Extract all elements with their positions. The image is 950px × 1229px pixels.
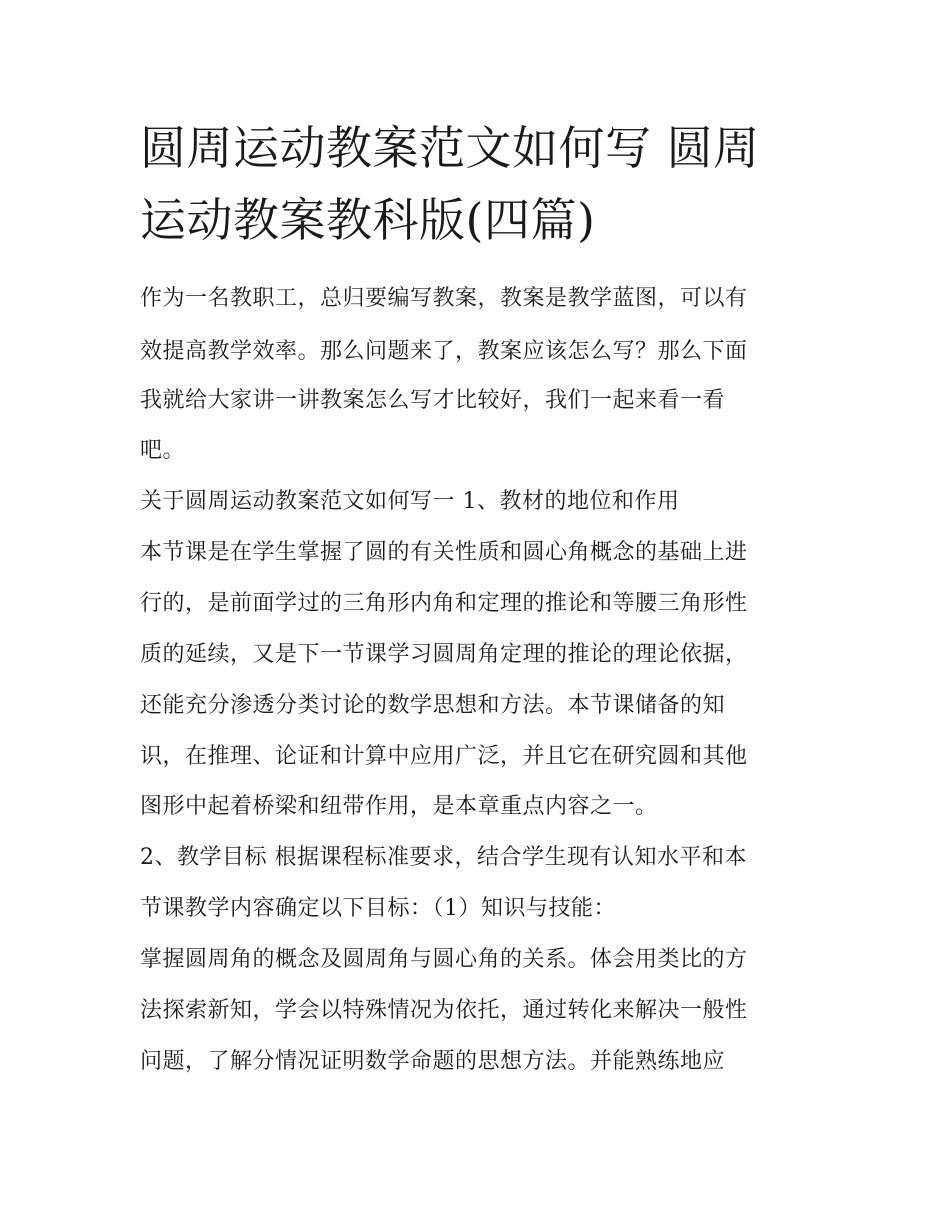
body-line: 还能充分渗透分类讨论的数学思想和方法。本节课储备的知 (140, 693, 726, 718)
body-line: 法探索新知，学会以特殊情况为依托，通过转化来解决一般性 (140, 998, 748, 1023)
document-title (140, 112, 830, 256)
body-line: 掌握圆周角的概念及圆周角与圆心角的关系。体会用类比的方 (140, 947, 748, 972)
body-line: 问题，了解分情况证明数学命题的思想方法。并能熟练地应 (140, 1049, 726, 1074)
body-line: 作为一名教职工，总归要编写教案，教案是教学蓝图，可以有 (140, 286, 748, 311)
body-line: 吧。 (140, 438, 186, 463)
body-line: 我就给大家讲一讲教案怎么写才比较好，我们一起来看一看 (140, 388, 726, 413)
body-line: 节课教学内容确定以下目标：（1）知识与技能： (140, 896, 616, 921)
section-heading: 关于圆周运动教案范文如何写一 1、教材的地位和作用 (140, 489, 680, 514)
body-line: 本节课是在学生掌握了圆的有关性质和圆心角概念的基础上进 (140, 540, 748, 565)
body-line: 图形中起着桥梁和纽带作用，是本章重点内容之一。 (140, 794, 658, 819)
body-line: 行的，是前面学过的三角形内角和定理的推论和等腰三角形性 (140, 591, 748, 616)
title-line-1: 圆周运动教案范文如何写 圆周 (140, 121, 760, 175)
section-heading: 2、教学目标 根据课程标准要求，结合学生现有认知水平和本 (140, 845, 747, 870)
body-line: 质的延续，又是下一节课学习圆周角定理的推论的理论依据， (140, 642, 748, 667)
body-line: 效提高教学效率。那么问题来了，教案应该怎么写？那么下面 (140, 339, 748, 364)
title-line-2: 运动教案教科版(四篇) (140, 193, 596, 247)
body-line: 识，在推理、论证和计算中应用广泛，并且它在研究圆和其他 (140, 744, 748, 769)
